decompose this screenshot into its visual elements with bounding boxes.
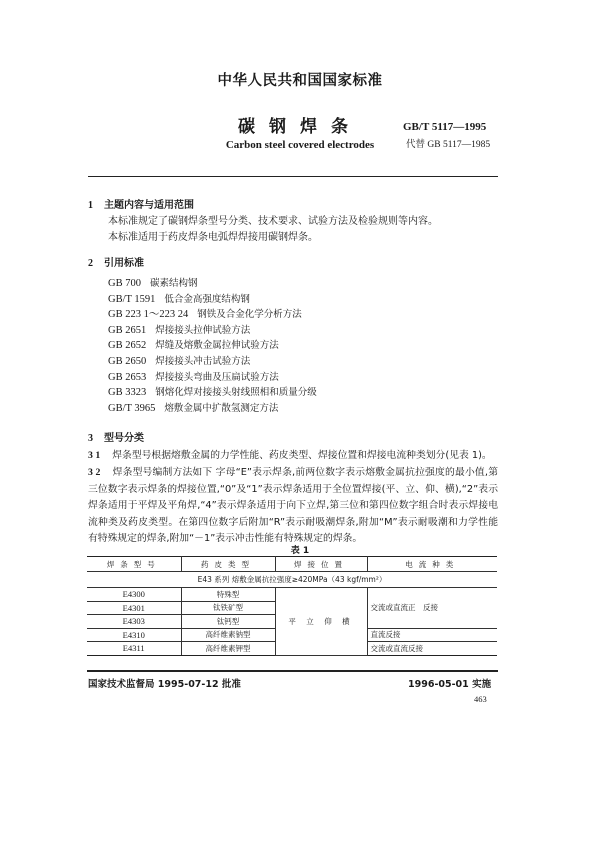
- reference-name: 钢铁及合金化学分析方法: [197, 309, 302, 321]
- standard-code: GB/T 5117—1995: [403, 121, 487, 133]
- section-title: 型号分类: [104, 433, 144, 444]
- reference-code: GB 2651: [108, 324, 147, 336]
- electrode-model: E4311: [87, 642, 181, 656]
- coating-type: 钛铁矿型: [181, 601, 275, 615]
- page-number: 463: [474, 694, 487, 704]
- column-header: 药皮类型: [181, 557, 275, 572]
- section-1-heading: [88, 196, 194, 211]
- reference-name: 碳素结构钢: [149, 278, 198, 289]
- clause-text: 焊条型号根据熔敷金属的力学性能、药皮类型、焊接位置和焊接电流种类划分(见表 1)。: [112, 450, 492, 461]
- reference-item: [108, 401, 317, 417]
- reference-name: 焊接接头冲击试验方法: [155, 355, 251, 367]
- reference-name: 焊接接头弯曲及压扁试验方法: [155, 371, 279, 383]
- document-title-en: Carbon steel covered electrodes: [225, 139, 375, 151]
- section-number: 1: [88, 200, 93, 211]
- section-title: 引用标准: [104, 258, 144, 269]
- section-title: 主题内容与适用范围: [104, 200, 194, 211]
- current-type: 直流反接: [367, 628, 497, 642]
- reference-code: GB/T 3965: [108, 402, 156, 414]
- paragraph: 本标准规定了碳钢焊条型号分类、技术要求、试验方法及检验规则等内容。: [108, 216, 438, 227]
- reference-name: 焊接接头拉伸试验方法: [155, 324, 251, 336]
- column-header: 焊接位置: [275, 557, 367, 572]
- clause-3-1: [88, 448, 498, 465]
- reference-item: [108, 292, 317, 308]
- reference-name: 焊缝及熔敷金属拉伸试验方法: [155, 340, 279, 352]
- welding-position: 平 立 仰 横: [275, 588, 367, 656]
- reference-name: 钢熔化焊对接接头射线照相和质量分级: [155, 387, 317, 399]
- reference-code: GB 3323: [108, 387, 147, 399]
- footer-divider: [87, 670, 498, 672]
- reference-code: GB 2652: [108, 340, 147, 352]
- clause-number: 3 1: [88, 450, 101, 461]
- national-standard-heading: 中华人民共和国国家标准: [217, 73, 383, 89]
- table-caption: 表 1: [290, 546, 310, 556]
- section-number: 3: [88, 433, 93, 444]
- reference-item: [108, 323, 317, 339]
- current-type: 交流或直流反接: [367, 642, 497, 656]
- coating-type: 高纤维素钠型: [181, 628, 275, 642]
- series-row: [87, 572, 497, 588]
- coating-type: 钛钙型: [181, 615, 275, 629]
- electrode-model: E4300: [87, 588, 181, 602]
- reference-item: [108, 338, 317, 354]
- reference-list: [108, 276, 317, 416]
- column-header: 焊条型号: [87, 557, 181, 572]
- section-3-heading: [88, 429, 144, 444]
- section-number: 2: [88, 258, 93, 269]
- effective-date: 1996-05-01 实施: [408, 679, 492, 690]
- clause-number: 3 2: [88, 467, 101, 478]
- coating-type: 特殊型: [181, 588, 275, 602]
- series-description: E43 系列 熔敷金属抗拉强度≥420MPa（43 kgf/mm²）: [87, 572, 497, 588]
- paragraph: 本标准适用于药皮焊条电弧焊焊接用碳钢焊条。: [108, 232, 318, 243]
- clause-3-2: [88, 465, 498, 548]
- reference-item: [108, 307, 317, 323]
- reference-code: GB/T 1591: [108, 293, 156, 305]
- approval-info: 国家技术监督局 1995-07-12 批准: [88, 679, 241, 690]
- reference-item: [108, 354, 317, 370]
- table-row: [87, 588, 497, 602]
- reference-name: 低合金高强度结构钢: [164, 293, 250, 305]
- replaces-standard: 代替 GB 5117—1985: [406, 140, 491, 150]
- current-type: 交流或直流正 反接: [367, 588, 497, 629]
- clause-text: 焊条型号编制方法如下 字母“E”表示焊条,前两位数字表示熔敷金属抗拉强度的最小值,第三位数字表示焊条的焊接位置,“0”及“1”表示焊条适用于全位置焊接(平、立、仰、横),“2”表示焊条适用于平焊及平角焊,“4”表示焊条适用于向下立焊,第三位和第四位数字组合时表示焊接电流种类及药皮类型。在第四位数字后附加“R”表示耐吸潮焊条,附加“M”表示耐吸潮和力学性能有特殊规定的焊条,附加“－1”表示冲击性能有特殊规定的焊条。: [88, 467, 499, 545]
- electrode-model: E4303: [87, 615, 181, 629]
- section-2-heading: [88, 254, 144, 269]
- coating-type: 高纤维素钾型: [181, 642, 275, 656]
- document-title-cn: 碳钢焊条: [238, 117, 362, 137]
- reference-code: GB 2653: [108, 371, 147, 383]
- reference-item: [108, 370, 317, 386]
- reference-name: 熔敷金属中扩散氢测定方法: [164, 402, 279, 414]
- reference-code: GB 2650: [108, 355, 147, 367]
- electrode-model: E4301: [87, 601, 181, 615]
- header-divider: [88, 176, 498, 177]
- electrode-model: E4310: [87, 628, 181, 642]
- reference-code: GB 700: [108, 278, 141, 289]
- reference-code: GB 223 1～223 24: [108, 309, 189, 321]
- section-1-body: [108, 214, 438, 246]
- reference-item: [108, 385, 317, 401]
- electrode-classification-table: [87, 556, 497, 656]
- reference-item: [108, 276, 317, 292]
- column-header: 电流种类: [367, 557, 497, 572]
- table-header-row: [87, 557, 497, 572]
